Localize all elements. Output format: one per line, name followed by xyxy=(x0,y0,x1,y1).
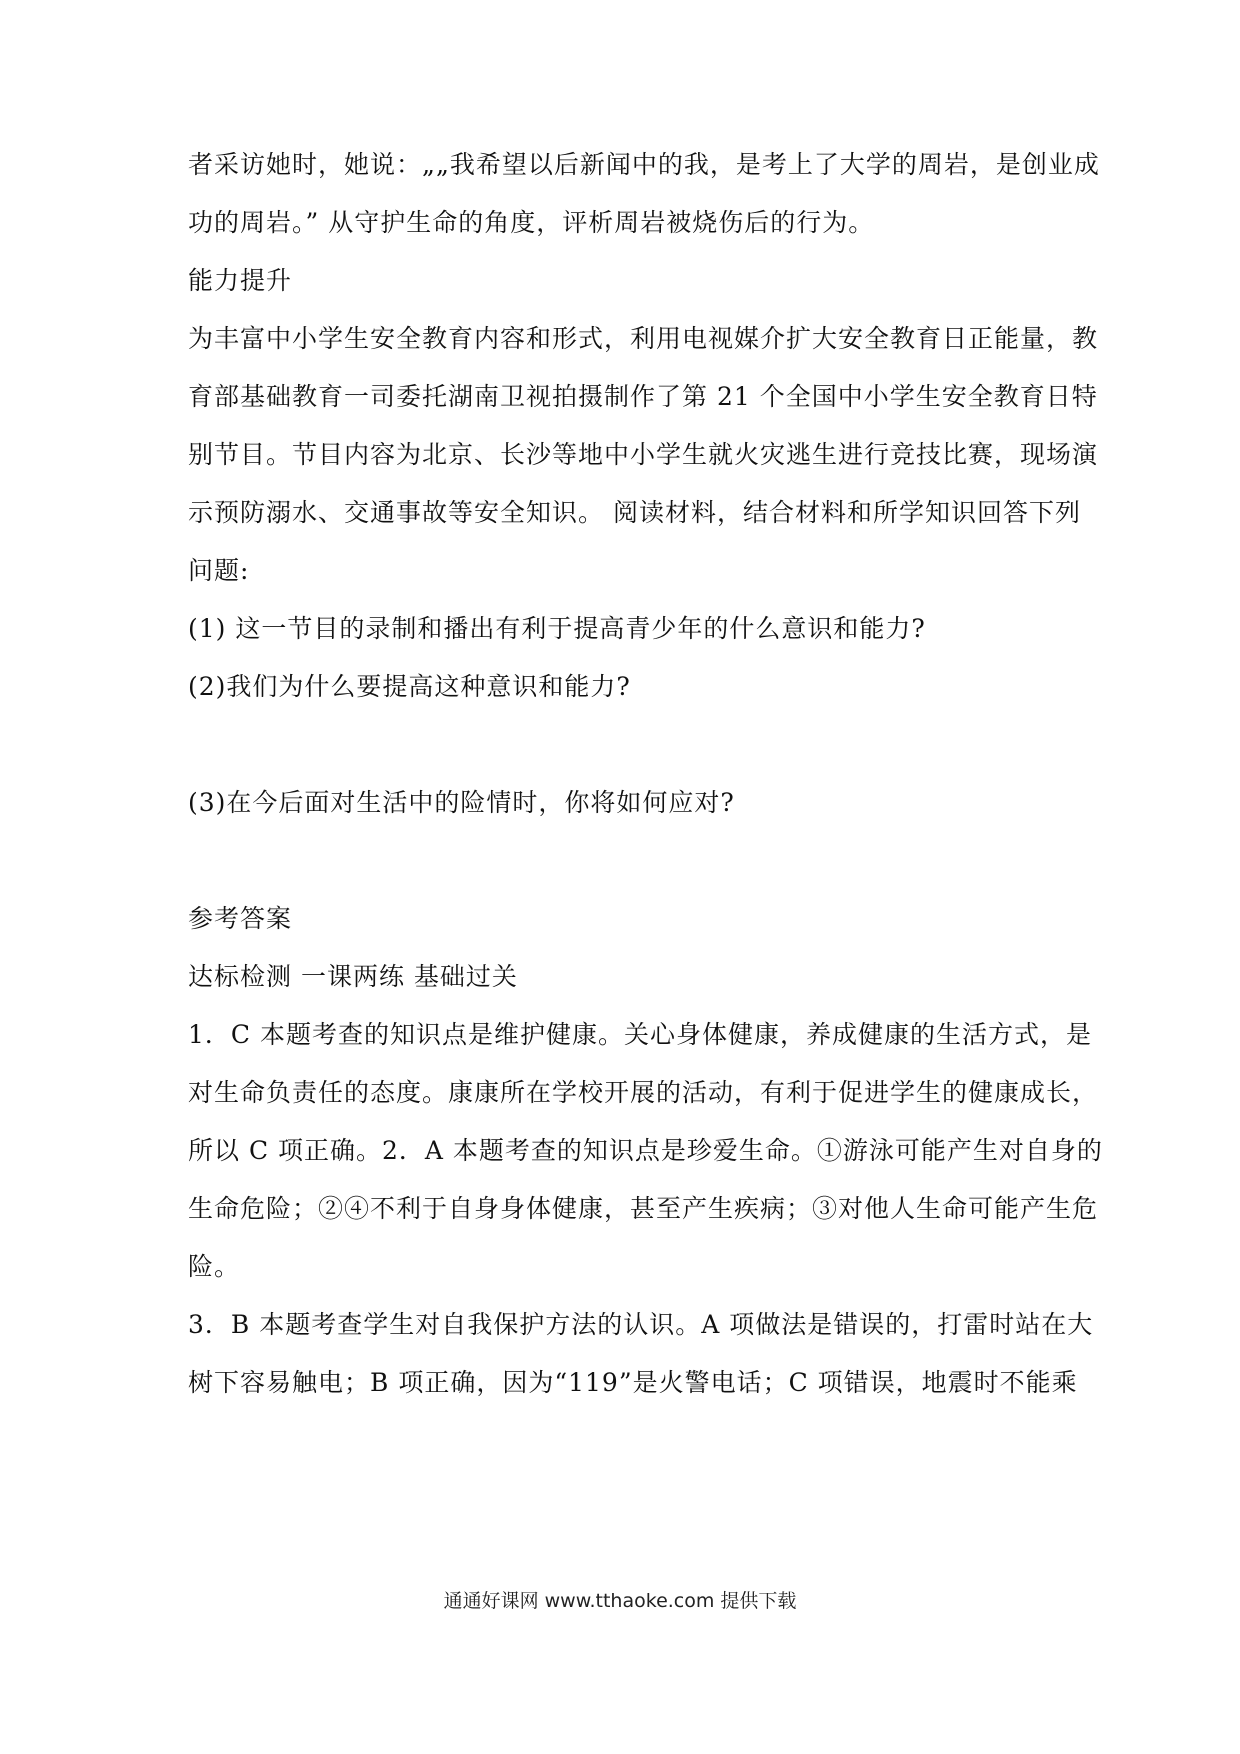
answer-line-6: 3．B 本题考查学生对自我保护方法的认识。A 项做法是错误的，打雷时站在大 xyxy=(188,1310,1094,1339)
answer-line-7: 树下容易触电；B 项正确，因为“119”是火警电话；C 项错误，地震时不能乘 xyxy=(188,1368,1078,1397)
answers-heading: 参考答案 xyxy=(188,904,293,933)
answer-line-1: 1．C 本题考查的知识点是维护健康。关心身体健康，养成健康的生活方式，是 xyxy=(188,1020,1092,1049)
answer-line-4: 生命危险；②④不利于自身身体健康，甚至产生疾病；③对他人生命可能产生危 xyxy=(188,1194,1099,1223)
text-line-8: 问题: xyxy=(188,556,250,585)
footer-source-link[interactable]: 通通好课网 www.tthaoke.com 提供下载 xyxy=(443,1590,797,1612)
text-line-4: 为丰富中小学生安全教育内容和形式，利用电视媒介扩大安全教育日正能量，教 xyxy=(188,324,1099,353)
answers-subheading: 达标检测 一课两练 基础过关 xyxy=(188,962,518,991)
section-heading-ability: 能力提升 xyxy=(188,266,293,295)
text-line-7: 示预防溺水、交通事故等安全知识。 阅读材料，结合材料和所学知识回答下列 xyxy=(188,498,1081,527)
question-2: (2)我们为什么要提高这种意识和能力? xyxy=(188,672,631,701)
question-1: (1) 这一节目的录制和播出有利于提高青少年的什么意识和能力? xyxy=(188,614,926,643)
text-line-5: 育部基础教育一司委托湖南卫视拍摄制作了第 21 个全国中小学生安全教育日特 xyxy=(188,382,1098,411)
text-line-2: 功的周岩。” 从守护生命的角度，评析周岩被烧伤后的行为。 xyxy=(188,208,875,237)
text-line-1: 者采访她时，她说：„„我希望以后新闻中的我，是考上了大学的周岩，是创业成 xyxy=(188,150,1100,179)
answer-line-5: 险。 xyxy=(188,1252,241,1281)
question-3: (3)在今后面对生活中的险情时，你将如何应对? xyxy=(188,788,735,817)
text-line-6: 别节目。节目内容为北京、长沙等地中小学生就火灾逃生进行竞技比赛，现场演 xyxy=(188,440,1099,469)
answer-line-3: 所以 C 项正确。2．A 本题考查的知识点是珍爱生命。①游泳可能产生对自身的 xyxy=(188,1136,1103,1165)
answer-line-2: 对生命负责任的态度。康康所在学校开展的活动，有利于促进学生的健康成长， xyxy=(188,1078,1099,1107)
